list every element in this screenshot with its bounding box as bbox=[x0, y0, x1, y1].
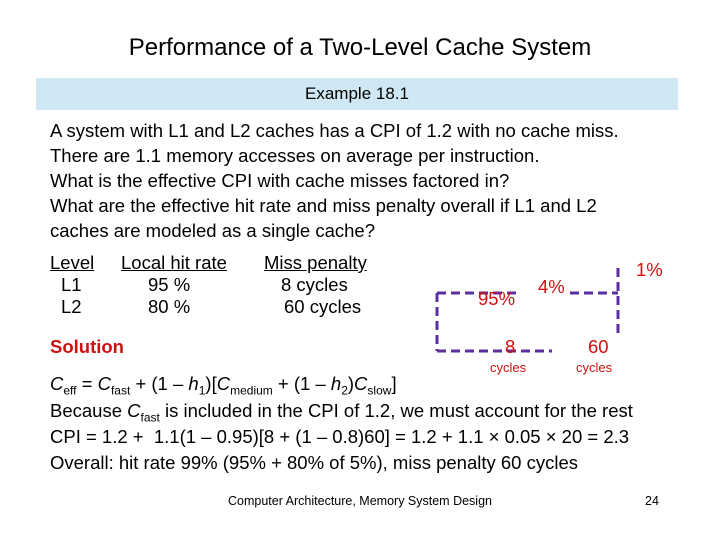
formula-part-4: ) bbox=[347, 373, 355, 394]
diagram-hit-95: 95% bbox=[478, 288, 516, 309]
diagram-miss-1: 1% bbox=[636, 259, 663, 280]
formula-sub-h2: 2 bbox=[341, 383, 348, 398]
table-cell-l1-level: L1 bbox=[61, 274, 82, 295]
table-header-level: Level bbox=[50, 252, 95, 273]
table-header-hit-rate: Local hit rate bbox=[121, 252, 227, 273]
formula-sub-medium: medium bbox=[230, 383, 273, 398]
because-sub: fast bbox=[140, 410, 160, 425]
diagram-cost-8: 8 bbox=[505, 336, 516, 357]
diagram-cycles-label-2: cycles bbox=[576, 360, 613, 375]
formula-sub-eff: eff bbox=[63, 383, 77, 398]
table-cell-l2-penalty: 60 cycles bbox=[284, 296, 362, 317]
overall-line: Overall: hit rate 99% (95% + 80% of 5%), miss penalty 60 cycles bbox=[50, 452, 578, 473]
formula-c-slow: C bbox=[354, 373, 368, 394]
slide-title: Performance of a Two-Level Cache System bbox=[128, 34, 592, 61]
solution-label: Solution bbox=[50, 336, 124, 357]
table-cell-l2-hit-rate: 80 % bbox=[148, 296, 191, 317]
example-banner-label: Example 18.1 bbox=[305, 84, 409, 103]
problem-line-3: What is the effective CPI with cache misses factored in? bbox=[50, 170, 510, 191]
formula-sub-h1: 1 bbox=[198, 383, 206, 398]
table-header-miss-penalty: Miss penalty bbox=[264, 252, 367, 273]
formula-c-fast: C bbox=[97, 373, 111, 394]
table-cell-l1-penalty: 8 cycles bbox=[281, 274, 348, 295]
problem-line-2: There are 1.1 memory accesses on average per instruction. bbox=[50, 145, 540, 166]
formula-end: ] bbox=[391, 373, 397, 394]
problem-line-4: What are the effective hit rate and miss penalty overall if L1 and L2 bbox=[50, 195, 597, 216]
formula-line bbox=[50, 373, 397, 398]
diagram-cycles-label-1: cycles bbox=[490, 360, 527, 375]
table-cell-l2-level: L2 bbox=[61, 296, 82, 317]
because-c: C bbox=[127, 400, 141, 421]
formula-h2: h bbox=[330, 373, 342, 394]
formula-sub-slow: slow bbox=[367, 383, 392, 398]
formula-part-2: )[ bbox=[205, 373, 217, 394]
problem-line-1: A system with L1 and L2 caches has a CPI of 1.2 with no cache miss. bbox=[50, 120, 619, 141]
table-cell-l1-hit-rate: 95 % bbox=[148, 274, 191, 295]
because-line bbox=[50, 400, 633, 425]
because-b: is included in the CPI of 1.2, we must account for the rest bbox=[159, 400, 633, 421]
formula-h1: h bbox=[188, 373, 199, 394]
formula-eq: = bbox=[76, 373, 98, 394]
because-a: Because bbox=[50, 400, 128, 421]
problem-line-5: caches are modeled as a single cache? bbox=[50, 220, 375, 241]
page-number: 24 bbox=[645, 494, 659, 508]
formula-c-medium: C bbox=[216, 373, 231, 394]
diagram-miss-4: 4% bbox=[538, 276, 565, 297]
cpi-line: CPI = 1.2 + 1.1(1 – 0.95)[8 + (1 – 0.8)60] = 1.2 + 1.1 × 0.05 × 20 = 2.3 bbox=[50, 426, 630, 447]
diagram-cost-60: 60 bbox=[588, 336, 609, 357]
formula-part-1: + (1 – bbox=[130, 373, 189, 394]
formula-c-eff: C bbox=[50, 373, 64, 394]
formula-part-3: + (1 – bbox=[272, 373, 331, 394]
footer-text: Computer Architecture, Memory System Design bbox=[228, 494, 492, 508]
formula-sub-fast: fast bbox=[110, 383, 131, 398]
